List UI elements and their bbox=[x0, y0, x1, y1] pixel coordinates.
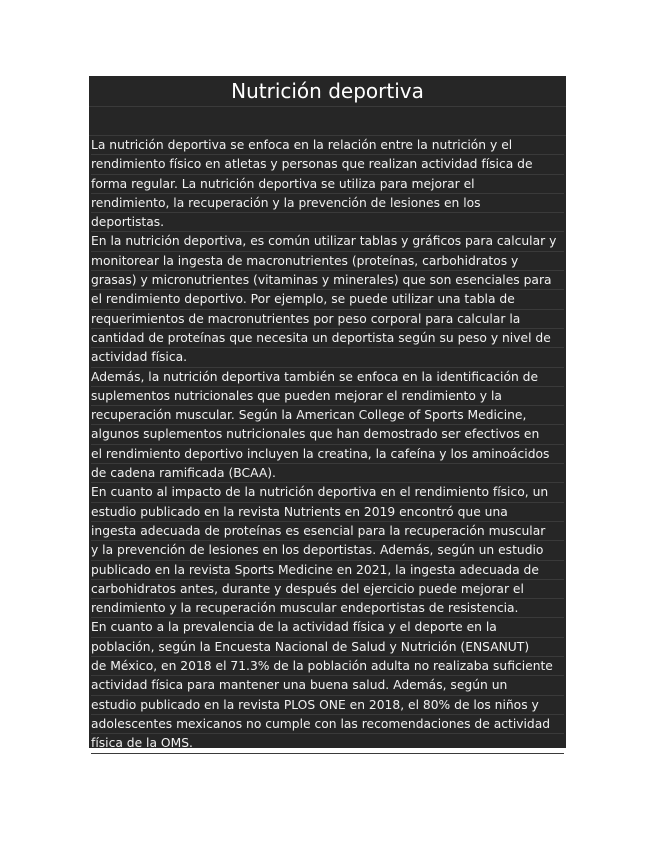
paragraph-line: rendimiento, la recuperación y la prevención de lesiones en los bbox=[91, 194, 564, 213]
paragraph-line: monitorear la ingesta de macronutrientes (proteínas, carbohidratos y bbox=[91, 252, 564, 271]
paragraph-line: La nutrición deportiva se enfoca en la relación entre la nutrición y el bbox=[91, 136, 564, 155]
paragraph-line: En la nutrición deportiva, es común utilizar tablas y gráficos para calcular y bbox=[91, 232, 564, 251]
paragraph-line: el rendimiento deportivo incluyen la creatina, la cafeína y los aminoácidos bbox=[91, 445, 564, 464]
paragraph bbox=[89, 368, 566, 484]
paragraph-line: rendimiento físico en atletas y personas que realizan actividad física de bbox=[91, 155, 564, 174]
paragraph-line: estudio publicado en la revista Nutrients en 2019 encontró que una bbox=[91, 503, 564, 522]
paragraph-line: rendimiento y la recuperación muscular endeportistas de resistencia. bbox=[91, 599, 564, 618]
paragraph-line: ingesta adecuada de proteínas es esencial para la recuperación muscular bbox=[91, 522, 564, 541]
title-spacer bbox=[89, 107, 566, 136]
document-panel bbox=[89, 76, 566, 751]
paragraph-line: actividad física para mantener una buena salud. Además, según un bbox=[91, 676, 564, 695]
paragraph-line: Además, la nutrición deportiva también se enfoca en la identificación de bbox=[91, 368, 564, 387]
paragraph-line: actividad física. bbox=[91, 348, 564, 367]
paragraph-line: forma regular. La nutrición deportiva se utiliza para mejorar el bbox=[91, 175, 564, 194]
paragraph bbox=[89, 618, 566, 753]
paragraph-line: de cadena ramificada (BCAA). bbox=[91, 464, 564, 483]
paragraph-line: física de la OMS. bbox=[91, 734, 564, 753]
paragraph-line: el rendimiento deportivo. Por ejemplo, se puede utilizar una tabla de bbox=[91, 290, 564, 309]
paragraph bbox=[89, 136, 566, 232]
paragraph bbox=[89, 232, 566, 367]
paragraph-line: deportistas. bbox=[91, 213, 564, 232]
paragraph-line: cantidad de proteínas que necesita un deportista según su peso y nivel de bbox=[91, 329, 564, 348]
paragraph-line: y la prevención de lesiones en los deportistas. Además, según un estudio bbox=[91, 541, 564, 560]
document-title: Nutrición deportiva bbox=[89, 76, 566, 107]
paragraph-line: estudio publicado en la revista PLOS ONE en 2018, el 80% de los niños y bbox=[91, 696, 564, 715]
paragraph-line: algunos suplementos nutricionales que han demostrado ser efectivos en bbox=[91, 425, 564, 444]
paragraph-line: carbohidratos antes, durante y después del ejercicio puede mejorar el bbox=[91, 580, 564, 599]
paragraph bbox=[89, 483, 566, 618]
paragraph-line: de México, en 2018 el 71.3% de la población adulta no realizaba suficiente bbox=[91, 657, 564, 676]
paragraph-line: población, según la Encuesta Nacional de Salud y Nutrición (ENSANUT) bbox=[91, 638, 564, 657]
paragraph-line: En cuanto al impacto de la nutrición deportiva en el rendimiento físico, un bbox=[91, 483, 564, 502]
document-body bbox=[89, 136, 566, 754]
paragraph-line: En cuanto a la prevalencia de la actividad física y el deporte en la bbox=[91, 618, 564, 637]
paragraph-line: publicado en la revista Sports Medicine en 2021, la ingesta adecuada de bbox=[91, 561, 564, 580]
paragraph-line: recuperación muscular. Según la American College of Sports Medicine, bbox=[91, 406, 564, 425]
paragraph-line: requerimientos de macronutrientes por peso corporal para calcular la bbox=[91, 310, 564, 329]
paragraph-line: suplementos nutricionales que pueden mejorar el rendimiento y la bbox=[91, 387, 564, 406]
paragraph-line: grasas) y micronutrientes (vitaminas y minerales) que son esenciales para bbox=[91, 271, 564, 290]
paragraph-line: adolescentes mexicanos no cumple con las recomendaciones de actividad bbox=[91, 715, 564, 734]
